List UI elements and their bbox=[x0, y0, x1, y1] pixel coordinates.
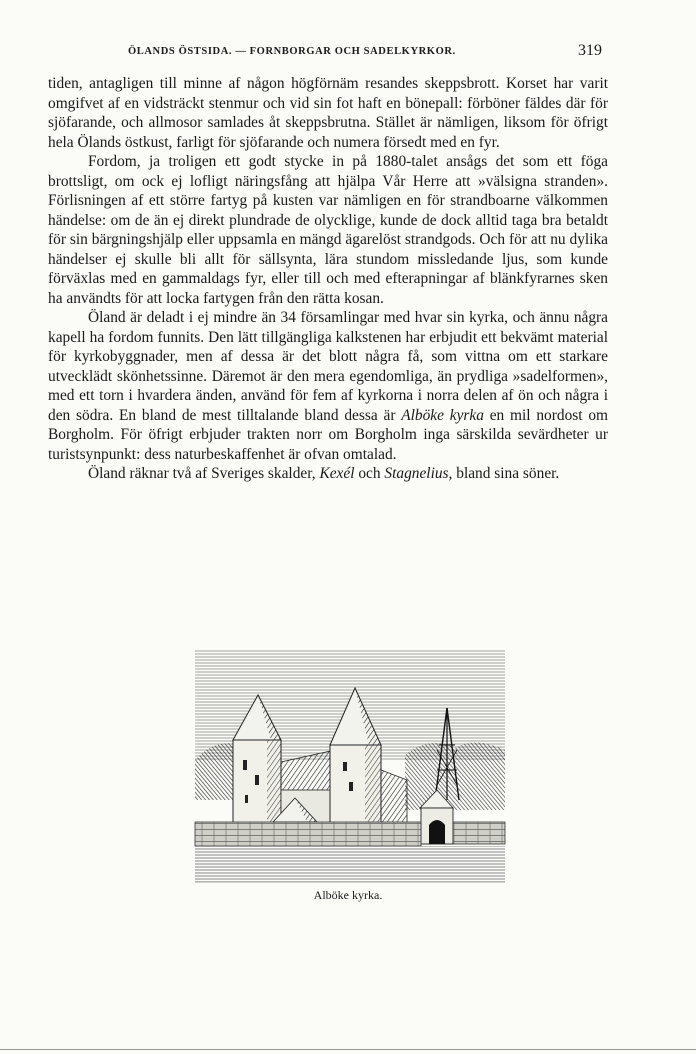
trees-right bbox=[405, 742, 505, 810]
figure-caption: Alböke kyrka. bbox=[313, 888, 383, 902]
body-text bbox=[48, 74, 608, 484]
poet-name-kexel: Kexél bbox=[319, 465, 355, 482]
running-title: ÖLANDS ÖSTSIDA. — FORNBORGAR OCH SADELKYRKOR. bbox=[128, 46, 456, 57]
page-header bbox=[0, 44, 696, 66]
paragraph-4 bbox=[48, 464, 608, 484]
stone-wall bbox=[195, 822, 421, 846]
paragraph-4-text-1: Öland räknar två af Sveriges skalder, bbox=[88, 465, 320, 482]
page-edge bbox=[0, 1049, 696, 1050]
church-engraving bbox=[185, 650, 515, 886]
page-number: 319 bbox=[578, 42, 602, 59]
poet-name-stagnelius: Stagnelius, bbox=[384, 465, 453, 482]
church-illustration bbox=[185, 650, 515, 886]
paragraph-2: Fordom, ja troligen ett godt stycke in på 1880-talet ansågs det som ett föga brottsligt, om ock ej lofligt näringsfång att hjälpa Vår Herre att »välsigna stranden». Förlisningen af ett större fartyg på kusten var nämligen en för strandboarne välkommen händelse: om de än ej direkt plundrade de olycklige, kunde de dock alltid taga bra betaldt för sin bärgningshjälp eller uppsamla en mängd ägarelöst strandgods. Och för att nu dylika händelser ej skulle bli allt för sällsynta, lära stundom missledande ljus, som kunde förväxlas med en gammaldags fyr, eller till och med efterapningar af blänkfyrarnes sken ha användts för att locka fartygen från den rätta kosan. bbox=[48, 153, 608, 307]
paragraph-3-text-2: en mil nordost om Borgholm. För öfrigt erbjuder trakten norr om Borgholm inga särskilda sevärdheter ur turistsynpunkt: dess naturbeskaffenhet är ofvan omtalad. bbox=[48, 406, 608, 463]
church-name-alboke: Alböke kyrka bbox=[401, 406, 484, 424]
paragraph-3 bbox=[48, 308, 608, 464]
paragraph-3-text-1: Öland är deladt i ej mindre än 34 församlingar med hvar sin kyrka, och ännu några kapell ha fordom funnits. Den lätt tillgängliga kalkstenen har erbjudit ett bekvämt material för kyrkobyggnader, men af dessa är det blott några få, som vittna om ett starkare utvecklädt skönhetssinne. Däremot är den mera egendomliga, än prydliga »sadelformen», med ett torn i hvardera änden, använd för fem af kyrkorna i norra delen af ön och några i den södra. En bland de mest tilltalande bland dessa är bbox=[48, 309, 608, 424]
paragraph-1: tiden, antagligen till minne af någon högförnäm resandes skeppsbrott. Korset har varit omgifvet af en vidsträckt stenmur och vid sin fot haft en bönepall: förböner fäldes där för sjöfarande, och allmosor samlades åt skeppsbrutna. Stället är nämligen, liksom för öfrigt hela Ölands östkust, farligt för sjöfarande och numera försedt med en fyr. bbox=[48, 75, 608, 151]
paragraph-4-text-2: och bbox=[354, 465, 385, 482]
ground-hatching bbox=[195, 846, 505, 882]
paragraph-4-text-3: bland sina söner. bbox=[452, 465, 560, 482]
